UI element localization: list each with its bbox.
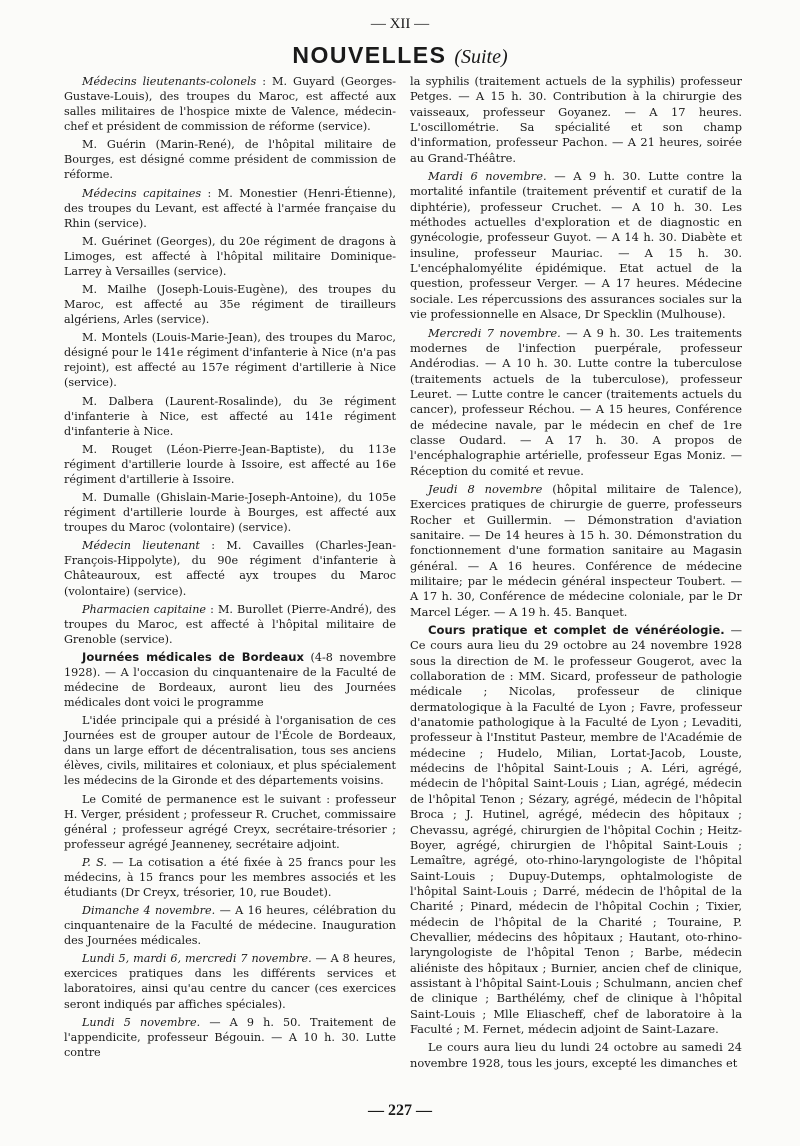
paragraph: Journées médicales de Bordeaux (4-8 novembre 1928). — A l'occasion du cinquantenaire de la Faculté de médecine de Bordeaux, auront lieu des Journées médicales dont voici le programme (64, 649, 396, 710)
date-label: Lundi 5 novembre. (82, 1015, 201, 1029)
paragraph: Jeudi 8 novembre (hôpital militaire de Talence), Exercices pratiques de chirurgie de guerre, professeurs Rocher et Guillermin. — Démonstration d'aviation sanitaire. — De 14 heures à 15 h. 30. Démonstration du fonctionnement d'une formation sanitaire au Magasin général. — A 16 heures. Conférence de médecine militaire; par le médecin général inspecteur Toubert. — A 17 h. 30, Conférence de médecine coloniale, par le Dr Marcel Léger. — A 19 h. 45. Banquet. (410, 481, 743, 619)
date-label: Dimanche 4 novembre. (82, 904, 216, 918)
paragraph: Dimanche 4 novembre. — A 16 heures, célébration du cinquantenaire de la Faculté de médecine. Inauguration des Journées médicales. (64, 904, 396, 948)
paragraph: P. S. — La cotisation a été fixée à 25 francs pour les médecins, à 15 francs pour les membres associés et les étudiants (Dr Creyx, trésorier, 10, rue Boudet). (64, 855, 396, 899)
paragraph: Le Comité de permanence est le suivant : professeur H. Verger, président ; professeur R. Cruchet, commissaire général ; professeur agrégé Creyx, secrétaire-trésorier ; professeur agrégé Jeanneney, secrétaire adjoint. (64, 792, 396, 851)
paragraph: M. Dumalle (Ghislain-Marie-Joseph-Antoine), du 105e régiment d'artillerie lourde à Bourges, est affecté aux troupes du Maroc (volontaire) (service). (64, 491, 396, 535)
page-number: — 227 — (368, 1102, 432, 1119)
page-title (0, 42, 800, 69)
paragraph: M. Rouget (Léon-Pierre-Jean-Baptiste), du 113e régiment d'artillerie lourde à Issoire, est affecté au 16e régiment d'artillerie à Issoire. (64, 442, 396, 486)
paragraph: Mercredi 7 novembre. — A 9 h. 30. Les traitements modernes de l'infection puerpérale, professeur Andérodias. — A 10 h. 30. Lutte contre la tuberculose (traitements actuels de la tuberculose), professeur Leuret. — Lutte contre le cancer (traitements actuels du cancer), professeur Réchou. — A 15 heures, Conférence de médecine navale, par le médecin en chef de 1re classe Oudard. — A 17 h. 30. A propos de l'encéphalographie artérielle, professeur Egas Moniz. — Réception du comité et revue. (410, 325, 742, 478)
date-label: Mercredi 7 novembre. (428, 325, 561, 340)
rank-label: Médecins capitaines (82, 186, 202, 200)
date-label: Mardi 6 novembre. (428, 169, 547, 184)
paragraph: Pharmacien capitaine : M. Burollet (Pierre-André), des troupes du Maroc, est affecté à l'hôpital militaire de Grenoble (service). (64, 602, 397, 646)
paragraph: M. Montels (Louis-Marie-Jean), des troupes du Maroc, désigné pour le 141e régiment d'infanterie à Nice (n'a pas rejoint), est affecté au 157e régiment d'artillerie à Nice (service). (64, 331, 396, 390)
paragraph: Le cours aura lieu du lundi 24 octobre au samedi 24 novembre 1928, tous les jours, excepté les dimanches et (410, 1040, 742, 1070)
paragraph: Mardi 6 novembre. — A 9 h. 30. Lutte contre la mortalité infantile (traitement préventif et curatif de la diphtérie), professeur Cruchet. — A 10 h. 30. Les méthodes actuelles d'exploration et de diagnostic en gynécologie, professeur Guyot. — A 14 h. 30. Diabète et insuline, professeur Mauriac. — A 15 h. 30. L'encéphalomyélite épidémique. Etat actuel de la question, professeur Verger. — A 17 heures. Médecine sociale. Les répercussions des assurances sociales sur la vie professionnelle en Alsace, Dr Specklin (Mulhouse). (410, 169, 743, 322)
ps-label: P. S. (82, 855, 107, 869)
paragraph: M. Mailhe (Joseph-Louis-Eugène), des troupes du Maroc, est affecté au 35e régiment de tirailleurs algériens, Arles (service). (64, 283, 396, 327)
paragraph: Médecins lieutenants-colonels : M. Guyard (Georges-Gustave-Louis), des troupes du Maroc, est affecté aux salles militaires de l'hospice mixte de Valence, médecin-chef et président de commission de réforme (service). (64, 75, 396, 134)
paragraph: L'idée principale qui a présidé à l'organisation de ces Journées est de grouper autour de l'École de Bordeaux, dans un large effort de décentralisation, tous ses anciens élèves, civils, militaires et coloniaux, et plus spécialement les médecins de la Gironde et des départements voisins. (64, 714, 396, 788)
paragraph: Médecin lieutenant : M. Cavailles (Charles-Jean-François-Hippolyte), du 90e régiment d'infanterie à Châteauroux, est affecté ayx troupes du Maroc (volontaire) (service). (64, 539, 396, 598)
paragraph: M. Guérinet (Georges), du 20e régiment de dragons à Limoges, est affecté à l'hôpital militaire Dominique-Larrey à Versailles (service). (64, 234, 396, 278)
paragraph: la syphilis (traitement actuels de la syphilis) professeur Petges. — A 15 h. 30. Contribution à la chirurgie des vaisseaux, professeur Goyanez. — A 17 heures. L'oscillométrie. Sa spécialité et son champ d'information, professeur Pachon. — A 21 heures, soirée au Grand-Théâtre. (410, 74, 742, 165)
right-column (410, 74, 742, 1074)
section-heading: Journées médicales de Bordeaux (82, 649, 305, 664)
paragraph: M. Dalbera (Laurent-Rosalinde), du 3e régiment d'infanterie à Nice, est affecté au 141e régiment d'infanterie à Nice. (64, 394, 396, 438)
date-label: Jeudi 8 novembre (428, 481, 543, 496)
paragraph: Lundi 5 novembre. — A 9 h. 50. Traitement de l'appendicite, professeur Bégouin. — A 10 h. 30. Lutte contre (64, 1015, 396, 1059)
left-column (64, 74, 396, 1063)
section-heading: Cours pratique et complet de vénéréologie. (428, 623, 725, 638)
date-label: Lundi 5, mardi 6, mercredi 7 novembre. (82, 952, 312, 966)
rank-label: Pharmacien capitaine (82, 602, 207, 616)
title-main: NOUVELLES (292, 42, 447, 68)
paragraph: Cours pratique et complet de vénéréologie. — Ce cours aura lieu du 29 octobre au 24 novembre 1928 sous la direction de M. le professeur Gougerot, avec la collaboration de : MM. Sicard, professeur de pathologie médicale ; Nicolas, professeur de clinique dermatologique à la Faculté de Lyon ; Favre, professeur d'anatomie pathologique à la Faculté de Lyon ; Levaditi, professeur à l'Institut Pasteur, membre de l'Académie de médecine ; Hudelo, Milian, Lortat-Jacob, Louste, médecins de l'hôpital Saint-Louis ; A. Léri, agrégé, médecin de l'hôpital Saint-Louis ; Lian, agrégé, médecin de l'hôpital Tenon ; Sézary, agrégé, médecin de l'hôpital Broca ; J. Hutinel, agrégé, médecin des hôpitaux ; Chevassu, agrégé, chirurgien de l'hôpital Cochin ; Heitz-Boyer, agrégé, chirurgien de l'hôpital Saint-Louis ; Lemaître, agrégé, oto-rhino-laryngologiste de l'hôpital Saint-Louis ; Dupuy-Dutemps, ophtalmologiste de l'hôpital Saint-Louis ; Darré, médecin de l'hôpital de la Charité ; Pinard, médecin de l'hôpital Cochin ; Tixier, médecin de l'hôpital de la Charité ; Touraine, P. Chevallier, médecins des hôpitaux ; Hautant, oto-rhino-laryngologiste de l'hôpital Tenon ; Barbe, médecin aliéniste des hôpitaux ; Burnier, ancien chef de clinique, assistant à l'hôpital Saint-Louis ; Schulmann, ancien chef de clinique ; Barthélémy, chef de clinique à l'hôpital Saint-Louis ; Mlle Eliascheff, chef de laboratoire à la Faculté ; M. Fernet, médecin adjoint de Saint-Lazare. (410, 623, 742, 1036)
paragraph: Médecins capitaines : M. Monestier (Henri-Étienne), des troupes du Levant, est affecté à l'armée française du Rhin (service). (64, 186, 396, 230)
rank-label: Médecin lieutenant (82, 539, 200, 553)
paragraph: M. Guérin (Marin-René), de l'hôpital militaire de Bourges, est désigné comme président de commission de réforme. (64, 138, 396, 182)
rank-label: Médecins lieutenants-colonels (82, 75, 257, 88)
title-suite: (Suite) (454, 46, 508, 68)
section-folio: — XII — (370, 16, 430, 32)
paragraph: Lundi 5, mardi 6, mercredi 7 novembre. — A 8 heures, exercices pratiques dans les différents services et laboratoires, ainsi qu'au centre du cancer (ces exercices seront indiqués par affiches spéciales). (64, 952, 396, 1011)
